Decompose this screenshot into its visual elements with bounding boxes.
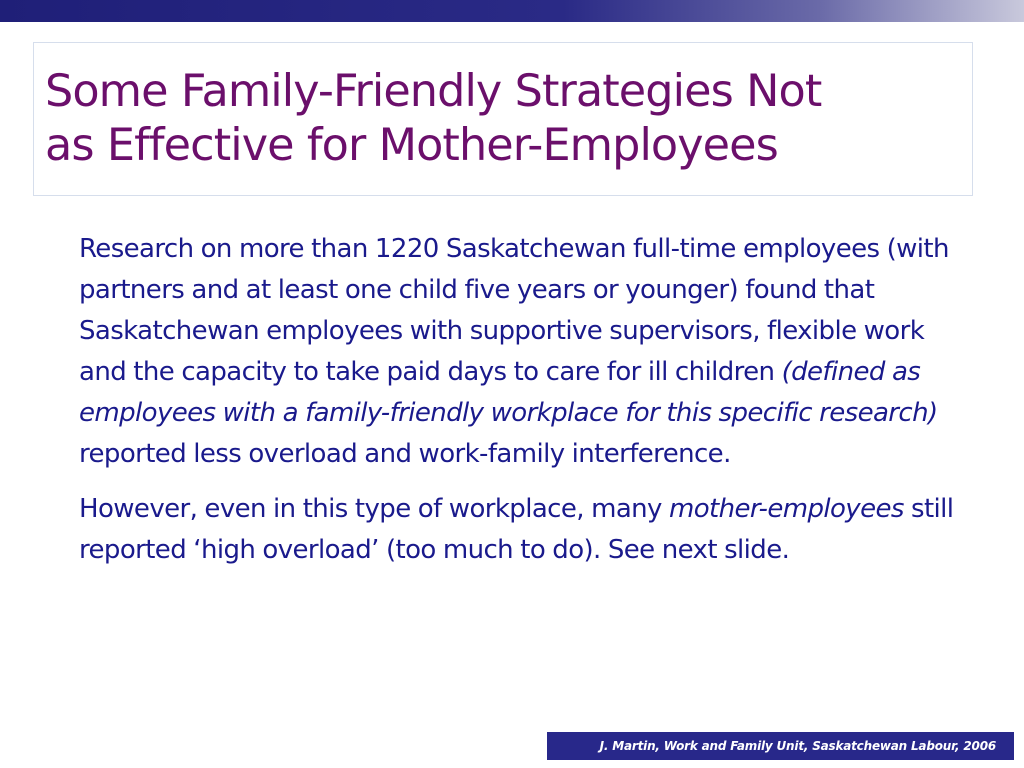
paragraph-research-text: Research on more than 1220 Saskatchewan full-time employees (with partners and at least one child five years or younger) found that Saskatchewan employees with supportive supervisors, flexible work and the capacity to take paid days to care for ill children	[79, 234, 949, 387]
paragraph-research	[79, 229, 959, 475]
paragraph-however-conclusion: still reported ‘high overload’ (too much to do). See next slide.	[79, 494, 954, 565]
paragraph-research-conclusion: reported less overload and work-family interference.	[79, 439, 731, 469]
paragraph-however-emphasis: mother-employees	[668, 494, 904, 524]
slide-body	[79, 229, 959, 571]
header-band	[0, 0, 1024, 22]
slide-title	[45, 65, 972, 173]
title-line-1: Some Family-Friendly Strategies Not	[45, 66, 822, 117]
title-line-2: as Effective for Mother-Employees	[45, 120, 778, 171]
title-box	[33, 42, 973, 196]
paragraph-however-text: However, even in this type of workplace, many	[79, 494, 669, 524]
paragraph-however	[79, 489, 959, 571]
paragraph-research-definition: (defined as employees with a family-friendly workplace for this specific research)	[79, 357, 938, 428]
footer-credit: J. Martin, Work and Family Unit, Saskatchewan Labour, 2006	[547, 732, 1014, 760]
